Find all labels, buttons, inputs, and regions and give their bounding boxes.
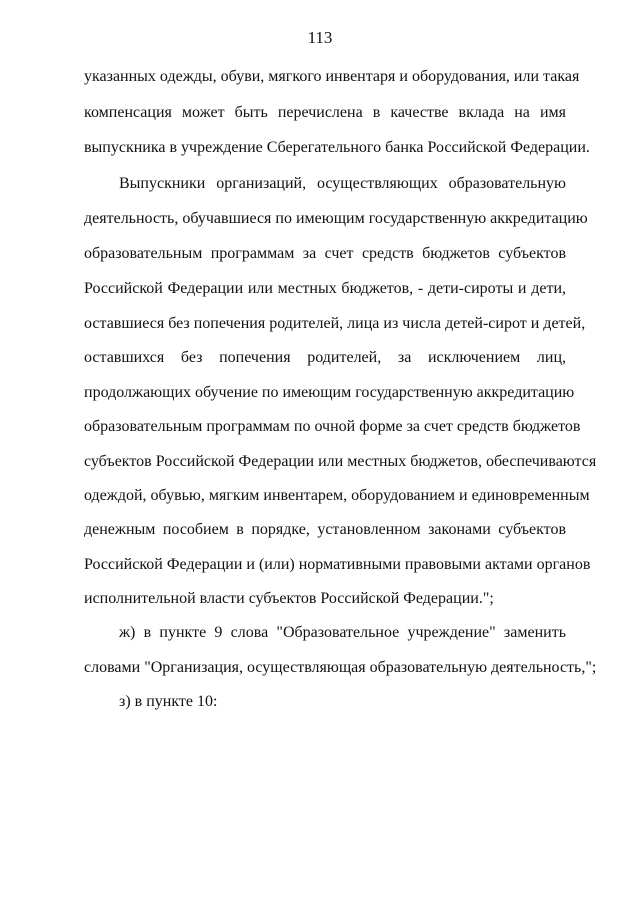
text-line: продолжающих обучение по имеющим государственную аккредитацию (84, 384, 575, 401)
text-line: оставшихся без попечения родителей, за исключением лиц, (84, 349, 566, 366)
text-line: деятельность, обучавшиеся по имеющим государственную аккредитацию (84, 210, 588, 227)
text-line: оставшиеся без попечения родителей, лица из числа детей-сирот и детей, (84, 315, 586, 332)
text-line: Российской Федерации или местных бюджетов, - дети-сироты и дети, (84, 280, 566, 297)
text-line: указанных одежды, обуви, мягкого инвентаря и оборудования, или такая (84, 68, 580, 85)
text-line: компенсация может быть перечислена в качестве вклада на имя (84, 104, 566, 121)
text-line: Выпускники организаций, осуществляющих образовательную (119, 175, 566, 192)
text-line: ж) в пункте 9 слова "Образовательное учреждение" заменить (119, 624, 566, 641)
page-number: 113 (307, 28, 333, 47)
text-line: выпускника в учреждение Сберегательного банка Российской Федерации. (84, 139, 590, 156)
text-line: одеждой, обувью, мягким инвентарем, оборудованием и единовременным (84, 487, 590, 504)
text-line: денежным пособием в порядке, установленном законами субъектов (84, 521, 566, 538)
text-line: субъектов Российской Федерации или местных бюджетов, обеспечиваются (84, 453, 597, 470)
text-line: Российской Федерации и (или) нормативными правовыми актами органов (84, 556, 591, 573)
text-line: образовательным программам по очной форме за счет средств бюджетов (84, 418, 581, 435)
text-line: образовательным программам за счет средств бюджетов субъектов (84, 245, 566, 262)
text-line: исполнительной власти субъектов Российской Федерации."; (84, 590, 494, 607)
text-line: словами "Организация, осуществляющая образовательную деятельность,"; (84, 659, 597, 676)
text-line: з) в пункте 10: (119, 693, 218, 710)
